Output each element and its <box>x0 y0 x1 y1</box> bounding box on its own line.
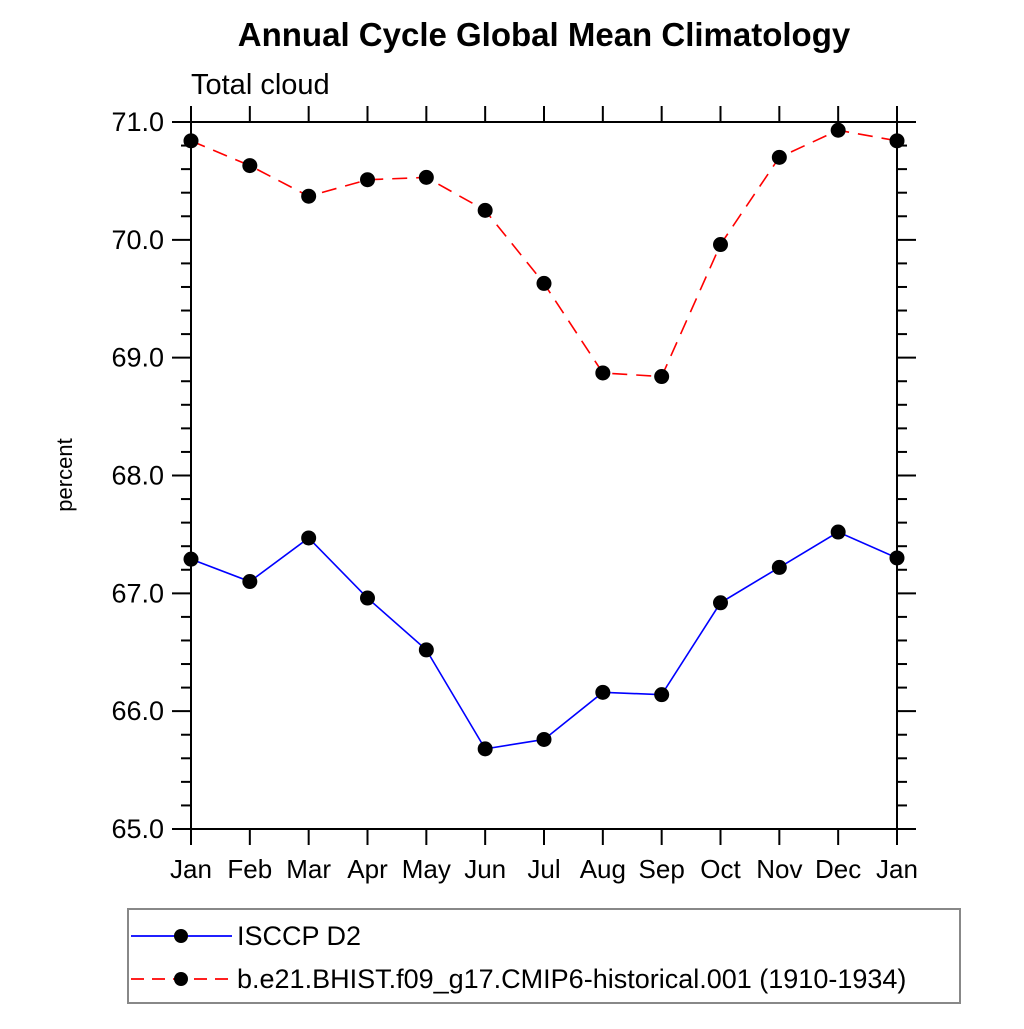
y-tick-label: 65.0 <box>111 814 164 844</box>
data-point-marker <box>537 276 552 291</box>
data-point-marker <box>595 685 610 700</box>
series-isccp <box>184 525 905 757</box>
data-point-marker <box>360 172 375 187</box>
x-tick-label: May <box>401 854 451 884</box>
data-point-marker <box>654 687 669 702</box>
data-point-marker <box>419 170 434 185</box>
legend-label: b.e21.BHIST.f09_g17.CMIP6-historical.001 (1910-1934) <box>237 964 907 994</box>
x-tick-label: Jul <box>527 854 561 884</box>
data-point-marker <box>713 595 728 610</box>
x-tick-label: Dec <box>815 854 862 884</box>
data-point-marker <box>184 552 199 567</box>
x-tick-label: Apr <box>347 854 388 884</box>
y-tick-label: 66.0 <box>111 696 164 727</box>
legend-marker <box>174 972 188 986</box>
data-point-marker <box>478 741 493 756</box>
y-axis-label: percent <box>52 438 77 512</box>
series-line <box>191 130 897 376</box>
legend-label: ISCCP D2 <box>237 921 362 951</box>
x-tick-label: Aug <box>579 854 626 884</box>
chart-title: Annual Cycle Global Mean Climatology <box>237 16 851 53</box>
data-point-marker <box>301 530 316 545</box>
y-tick-label: 70.0 <box>111 224 164 255</box>
data-point-marker <box>478 203 493 218</box>
x-tick-label: Oct <box>700 854 741 884</box>
data-point-marker <box>419 642 434 657</box>
y-tick-label: 71.0 <box>111 107 164 137</box>
x-tick-label: Jan <box>876 854 918 884</box>
x-tick-label: Mar <box>286 854 332 884</box>
data-point-marker <box>713 237 728 252</box>
x-tick-label: Sep <box>638 854 685 884</box>
data-series <box>184 123 905 757</box>
data-point-marker <box>890 550 905 565</box>
series-model <box>184 123 905 384</box>
data-point-marker <box>184 133 199 148</box>
chart-subtitle: Total cloud <box>191 69 330 101</box>
data-point-marker <box>772 150 787 165</box>
series-line <box>191 532 897 749</box>
data-point-marker <box>242 574 257 589</box>
x-tick-label: Jun <box>464 854 507 884</box>
plot-frame <box>191 122 897 829</box>
data-point-marker <box>772 560 787 575</box>
data-point-marker <box>242 158 257 173</box>
data-point-marker <box>890 133 905 148</box>
y-tick-label: 69.0 <box>111 342 164 373</box>
data-point-marker <box>831 123 846 138</box>
data-point-marker <box>360 591 375 606</box>
x-tick-label: Nov <box>756 854 803 884</box>
data-point-marker <box>595 365 610 380</box>
y-tick-label: 68.0 <box>111 460 164 491</box>
x-tick-label: Feb <box>227 854 273 884</box>
legend <box>128 909 960 1003</box>
legend-marker <box>174 929 188 943</box>
x-tick-label: Jan <box>170 854 212 884</box>
data-point-marker <box>654 369 669 384</box>
data-point-marker <box>537 732 552 747</box>
y-tick-label: 67.0 <box>111 578 164 609</box>
data-point-marker <box>301 189 316 204</box>
data-point-marker <box>831 525 846 540</box>
axes <box>111 106 918 884</box>
